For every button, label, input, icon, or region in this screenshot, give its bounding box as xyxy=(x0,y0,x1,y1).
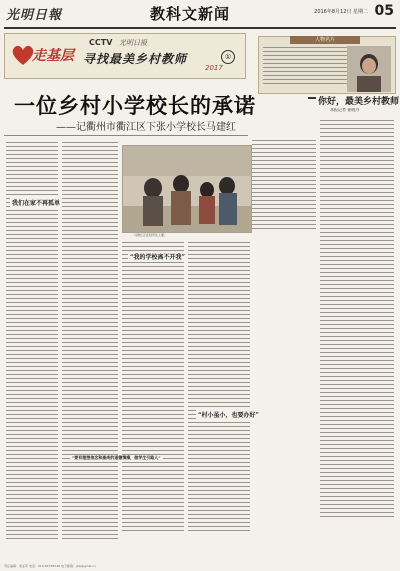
article-subhead: ——记衢州市衢江区下张小学校长马建红 xyxy=(56,122,236,133)
section-heading-3: “要有理想信念和高尚的道德情操，做学生引路人” xyxy=(72,455,161,460)
page-number: 05 xyxy=(374,3,394,19)
masthead xyxy=(0,0,400,30)
series-index: ① xyxy=(221,50,235,64)
issue-date: 2016年8月12日 星期二 xyxy=(314,9,368,15)
banner-year: 2017 xyxy=(205,64,223,72)
newspaper-logo: 光明日報 xyxy=(6,8,63,23)
sidebar-byline: 本报记者 崔晓丹 xyxy=(330,108,360,112)
article-headline: 一位乡村小学校长的承诺 xyxy=(14,93,256,118)
sidebar-title-deco xyxy=(308,97,316,99)
profile-header: 人物名片 xyxy=(290,36,360,44)
text-column-2 xyxy=(62,142,118,562)
campaign-banner xyxy=(4,33,246,79)
headline-rule xyxy=(4,135,248,136)
sidebar-title: 你好，最美乡村教师 xyxy=(318,97,400,107)
profile-text xyxy=(263,47,349,91)
section-title: 教科文新闻 xyxy=(150,5,231,23)
sidebar-box-text xyxy=(252,140,316,240)
text-column-4 xyxy=(188,242,250,562)
cctv-logo: CCTV xyxy=(89,38,113,47)
text-column-3 xyxy=(122,242,184,562)
masthead-rule xyxy=(4,27,396,29)
photo-caption: 马建红正在给学生上课。 xyxy=(134,233,168,237)
sidebar-column xyxy=(320,120,394,560)
section-heading-2: “我的学校离不开我” xyxy=(130,254,185,261)
banner-title: 寻找最美乡村教师 xyxy=(83,52,188,66)
page-footer: 责任编辑：雷亚军 电话：010-67078246 电子邮箱：jkw@gmw.cn xyxy=(4,564,96,568)
section-heading-4: “村小虽小，也要办好” xyxy=(198,412,259,419)
section-heading-1: 我们在家不再孤单 xyxy=(12,200,61,207)
classroom-photo-image xyxy=(123,146,251,232)
gm-logo: 光明日报 xyxy=(119,39,147,47)
teacher-portrait xyxy=(347,46,391,92)
banner-brand-left: 走基层 xyxy=(32,48,74,64)
article-photo xyxy=(122,145,252,233)
portrait-image xyxy=(347,46,391,92)
